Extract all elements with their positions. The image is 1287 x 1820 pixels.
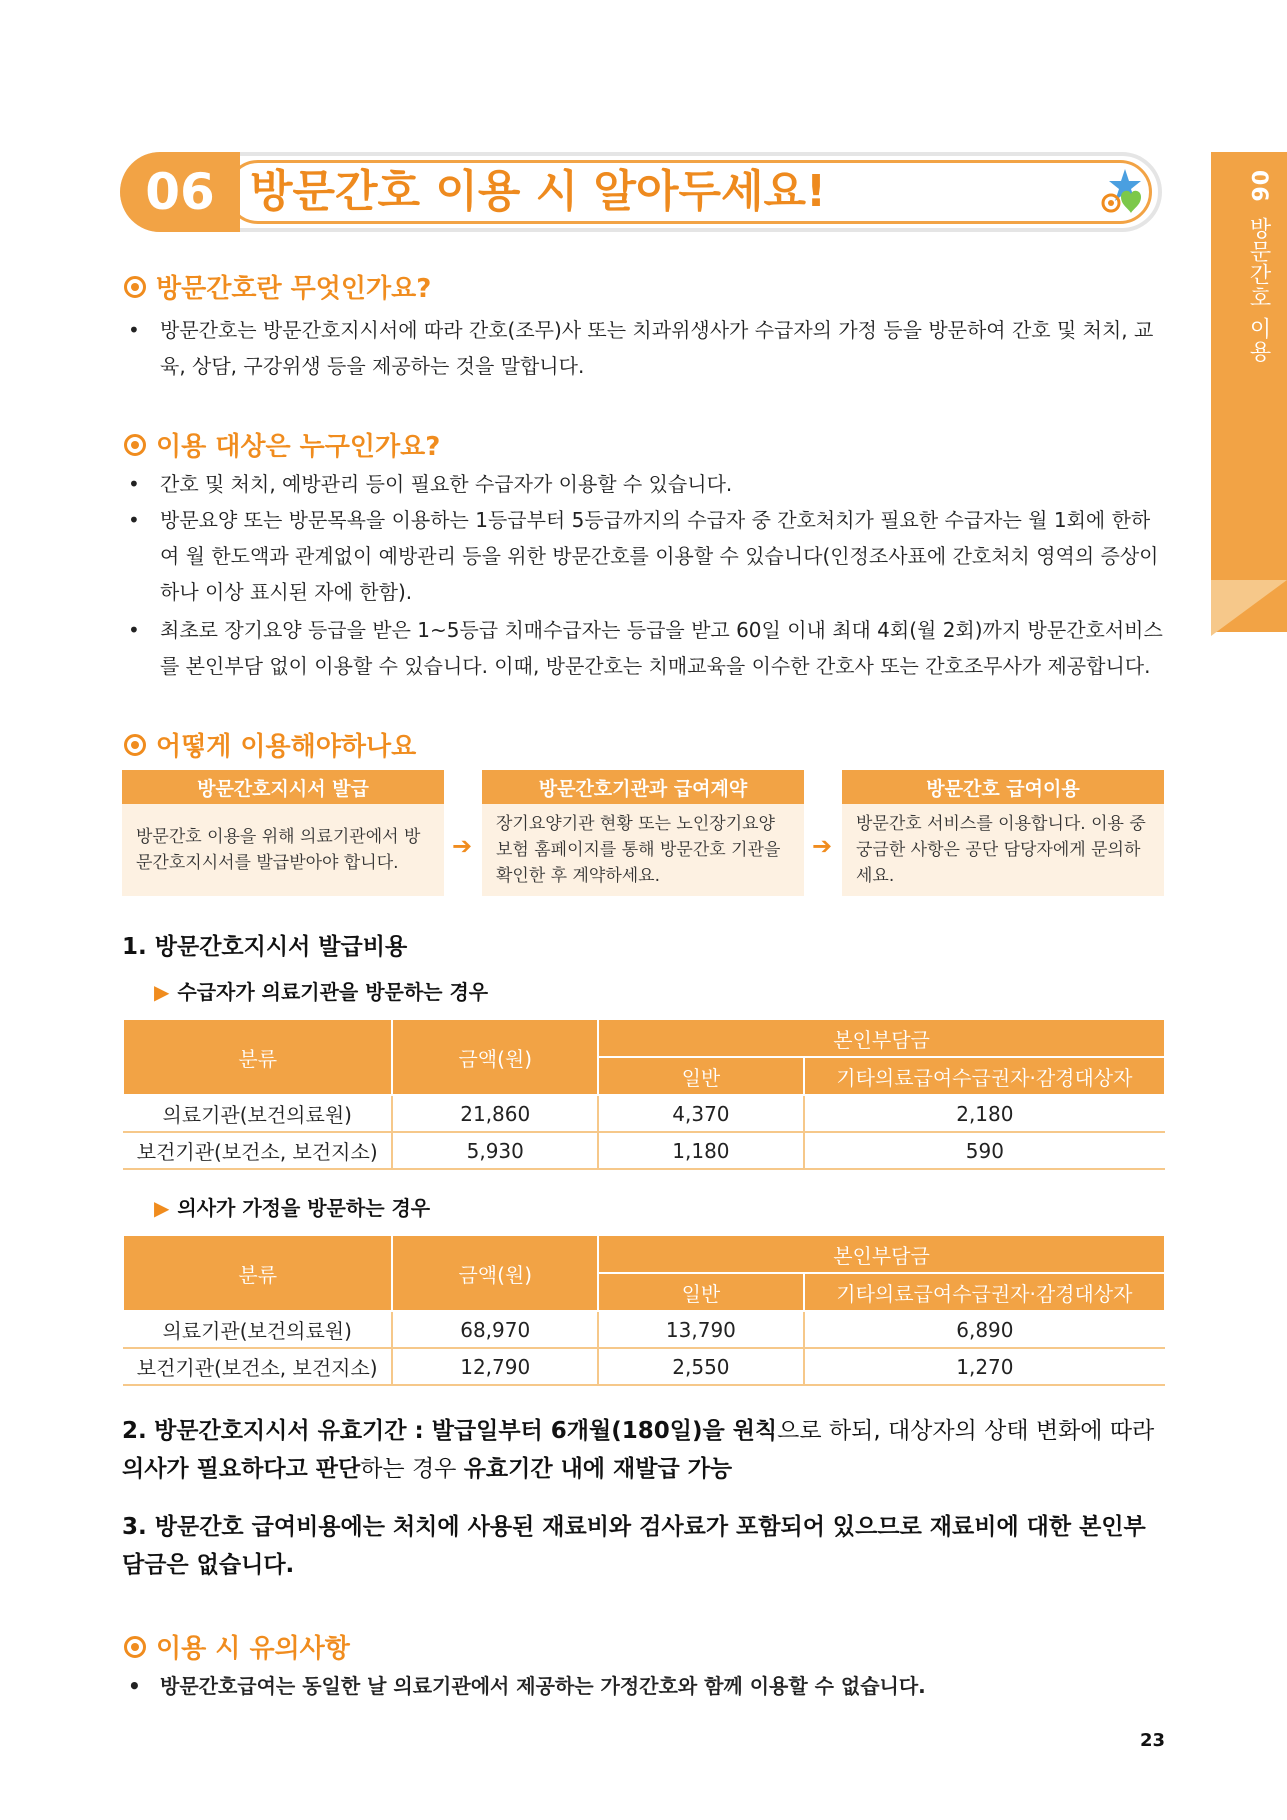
cell: 1,270	[804, 1348, 1165, 1385]
section-heading-text: 이용 시 유의사항	[156, 1634, 350, 1664]
cell: 590	[804, 1132, 1165, 1169]
list-item	[128, 1668, 1168, 1704]
section-heading-caution	[124, 1628, 350, 1665]
flow-step-3	[842, 770, 1164, 896]
cell: 의료기관(보건의료원)	[123, 1311, 392, 1348]
col-header-copay: 본인부담금	[598, 1235, 1165, 1273]
col-header-general: 일반	[598, 1057, 804, 1095]
cell: 2,550	[598, 1348, 804, 1385]
flow-step-body	[482, 804, 804, 896]
flow-step-text: 방문간호 이용을 위해 의료기관에서 방문간호지시서를 발급받아야 합니다.	[136, 827, 421, 873]
table-row	[123, 1095, 1165, 1132]
note-emphasis: 의사가 필요하다고 판단	[122, 1456, 361, 1482]
note-emphasis: 발급일부터 6개월(180일)을 원칙	[431, 1418, 778, 1444]
fee-table-clinic-visit	[122, 1018, 1166, 1170]
cell: 보건기관(보건소, 보건지소)	[123, 1348, 392, 1385]
note-text: 으로 하되, 대상자의 상태 변화에 따라	[777, 1418, 1155, 1444]
list-item	[128, 466, 1168, 502]
arrow-right-icon: ➔	[812, 832, 833, 860]
bullet-text: 방문요양 또는 방문목욕을 이용하는 1등급부터 5등급까지의 수급자 중 간호처치가 필요한 수급자는 월 1회에 한하여 월 한도액과 관계없이 예방관리 등을 위한 방문간호를 이용할 수 있습니다(인정조사표에 간호처치 영역의 증상이 하나 이상 표시된 자에 한함).	[160, 508, 1159, 604]
target-icon	[124, 734, 146, 756]
cell: 의료기관(보건의료원)	[123, 1095, 392, 1132]
section-heading-what-is	[124, 268, 431, 305]
col-header-other: 기타의료급여수급권자·감경대상자	[804, 1273, 1165, 1311]
cell: 2,180	[804, 1095, 1165, 1132]
flow-step-1	[122, 770, 444, 896]
bullet-dot: •	[128, 1674, 141, 1698]
heading-number: 1.	[122, 934, 147, 960]
note-emphasis: 유효기간 내에 재발급 가능	[463, 1456, 733, 1482]
bullet-text: 간호 및 처치, 예방관리 등이 필요한 수급자가 이용할 수 있습니다.	[160, 472, 733, 496]
page-number: 23	[1140, 1730, 1166, 1751]
section-heading-text: 방문간호란 무엇인가요?	[156, 274, 432, 304]
heading-text: 방문간호지시서 발급비용	[154, 934, 408, 960]
flow-step-title: 방문간호기관과 급여계약	[482, 770, 804, 804]
table-row	[123, 1348, 1165, 1385]
section-heading-target	[124, 426, 440, 463]
col-header-other: 기타의료급여수급권자·감경대상자	[804, 1057, 1165, 1095]
list-item	[128, 612, 1168, 684]
triangle-right-icon: ▶	[154, 1196, 170, 1220]
col-header-copay: 본인부담금	[598, 1019, 1165, 1057]
bullet-text: 최초로 장기요양 등급을 받은 1~5등급 치매수급자는 등급을 받고 60일 이내 최대 4회(월 2회)까지 방문간호서비스를 본인부담 없이 이용할 수 있습니다. 이때, 방문간호는 치매교육을 이수한 간호사 또는 간호조무사가 제공합니다.	[160, 618, 1163, 678]
note-text: 방문간호 급여비용에는 처치에 사용된 재료비와 검사료가 포함되어 있으므로 재료비에 대한 본인부담금은 없습니다.	[122, 1514, 1146, 1578]
triangle-right-icon: ▶	[154, 980, 170, 1004]
section-heading-text: 어떻게 이용해야하나요	[156, 732, 417, 762]
cell: 4,370	[598, 1095, 804, 1132]
chapter-title: 방문간호 이용 시 알아두세요!	[250, 166, 827, 217]
cell: 보건기관(보건소, 보건지소)	[123, 1132, 392, 1169]
section-heading-text: 이용 대상은 누구인가요?	[156, 432, 441, 462]
flow-step-text: 장기요양기관 현황 또는 노인장기요양 보험 홈페이지를 통해 방문간호 기관을 확인한 후 계약하세요.	[496, 814, 781, 886]
flow-step-body	[122, 804, 444, 896]
cell: 1,180	[598, 1132, 804, 1169]
table1-caption	[154, 976, 488, 1005]
target-icon	[124, 276, 146, 298]
note-number: 3.	[122, 1514, 147, 1540]
table2-caption	[154, 1192, 430, 1221]
fees-heading	[122, 928, 407, 961]
material-cost-note	[122, 1508, 1166, 1584]
arrow-right-icon: ➔	[452, 832, 473, 860]
col-header-category: 분류	[123, 1235, 392, 1311]
flow-step-title: 방문간호지시서 발급	[122, 770, 444, 804]
note-number: 2.	[122, 1418, 147, 1444]
cell: 68,970	[392, 1311, 598, 1348]
col-header-amount: 금액(원)	[392, 1019, 598, 1095]
flow-step-title: 방문간호 급여이용	[842, 770, 1164, 804]
bullet-dot: •	[128, 472, 140, 496]
star-heart-icon	[1095, 165, 1149, 219]
list-item	[128, 502, 1168, 610]
cell: 21,860	[392, 1095, 598, 1132]
bullet-text: 방문간호는 방문간호지시서에 따라 간호(조무)사 또는 치과위생사가 수급자의 가정 등을 방문하여 간호 및 처치, 교육, 상담, 구강위생 등을 제공하는 것을 말합니다.	[160, 318, 1154, 378]
validity-note	[122, 1412, 1166, 1488]
caption-text: 의사가 가정을 방문하는 경우	[177, 1196, 431, 1220]
side-tab-fold	[1211, 580, 1287, 636]
target-icon	[124, 1636, 146, 1658]
bullet-dot: •	[128, 508, 140, 532]
cell: 12,790	[392, 1348, 598, 1385]
table-row	[123, 1311, 1165, 1348]
side-tab-label	[1226, 170, 1274, 400]
flow-step-text: 방문간호 서비스를 이용합니다. 이용 중 궁금한 사항은 공단 담당자에게 문의하세요.	[856, 814, 1146, 886]
note-text: 하는 경우	[360, 1456, 464, 1482]
bullet-text: 방문간호급여는 동일한 날 의료기관에서 제공하는 가정간호와 함께 이용할 수 없습니다.	[160, 1674, 926, 1698]
fee-table-home-visit	[122, 1234, 1166, 1386]
side-tab-text: 방문간호 이용	[1246, 217, 1271, 364]
side-tab-number: 06	[1246, 170, 1271, 203]
cell: 5,930	[392, 1132, 598, 1169]
col-header-amount: 금액(원)	[392, 1235, 598, 1311]
bullet-dot: •	[128, 318, 140, 342]
flow-step-body	[842, 804, 1164, 896]
chapter-number: 06	[120, 152, 240, 232]
cell: 6,890	[804, 1311, 1165, 1348]
note-label: 방문간호지시서 유효기간 :	[154, 1418, 432, 1444]
list-item	[128, 312, 1168, 384]
target-icon	[124, 434, 146, 456]
bullet-dot: •	[128, 618, 140, 642]
table-row	[123, 1132, 1165, 1169]
flow-step-2	[482, 770, 804, 896]
cell: 13,790	[598, 1311, 804, 1348]
section-heading-how	[124, 726, 416, 763]
col-header-general: 일반	[598, 1273, 804, 1311]
caption-text: 수급자가 의료기관을 방문하는 경우	[177, 980, 489, 1004]
col-header-category: 분류	[123, 1019, 392, 1095]
